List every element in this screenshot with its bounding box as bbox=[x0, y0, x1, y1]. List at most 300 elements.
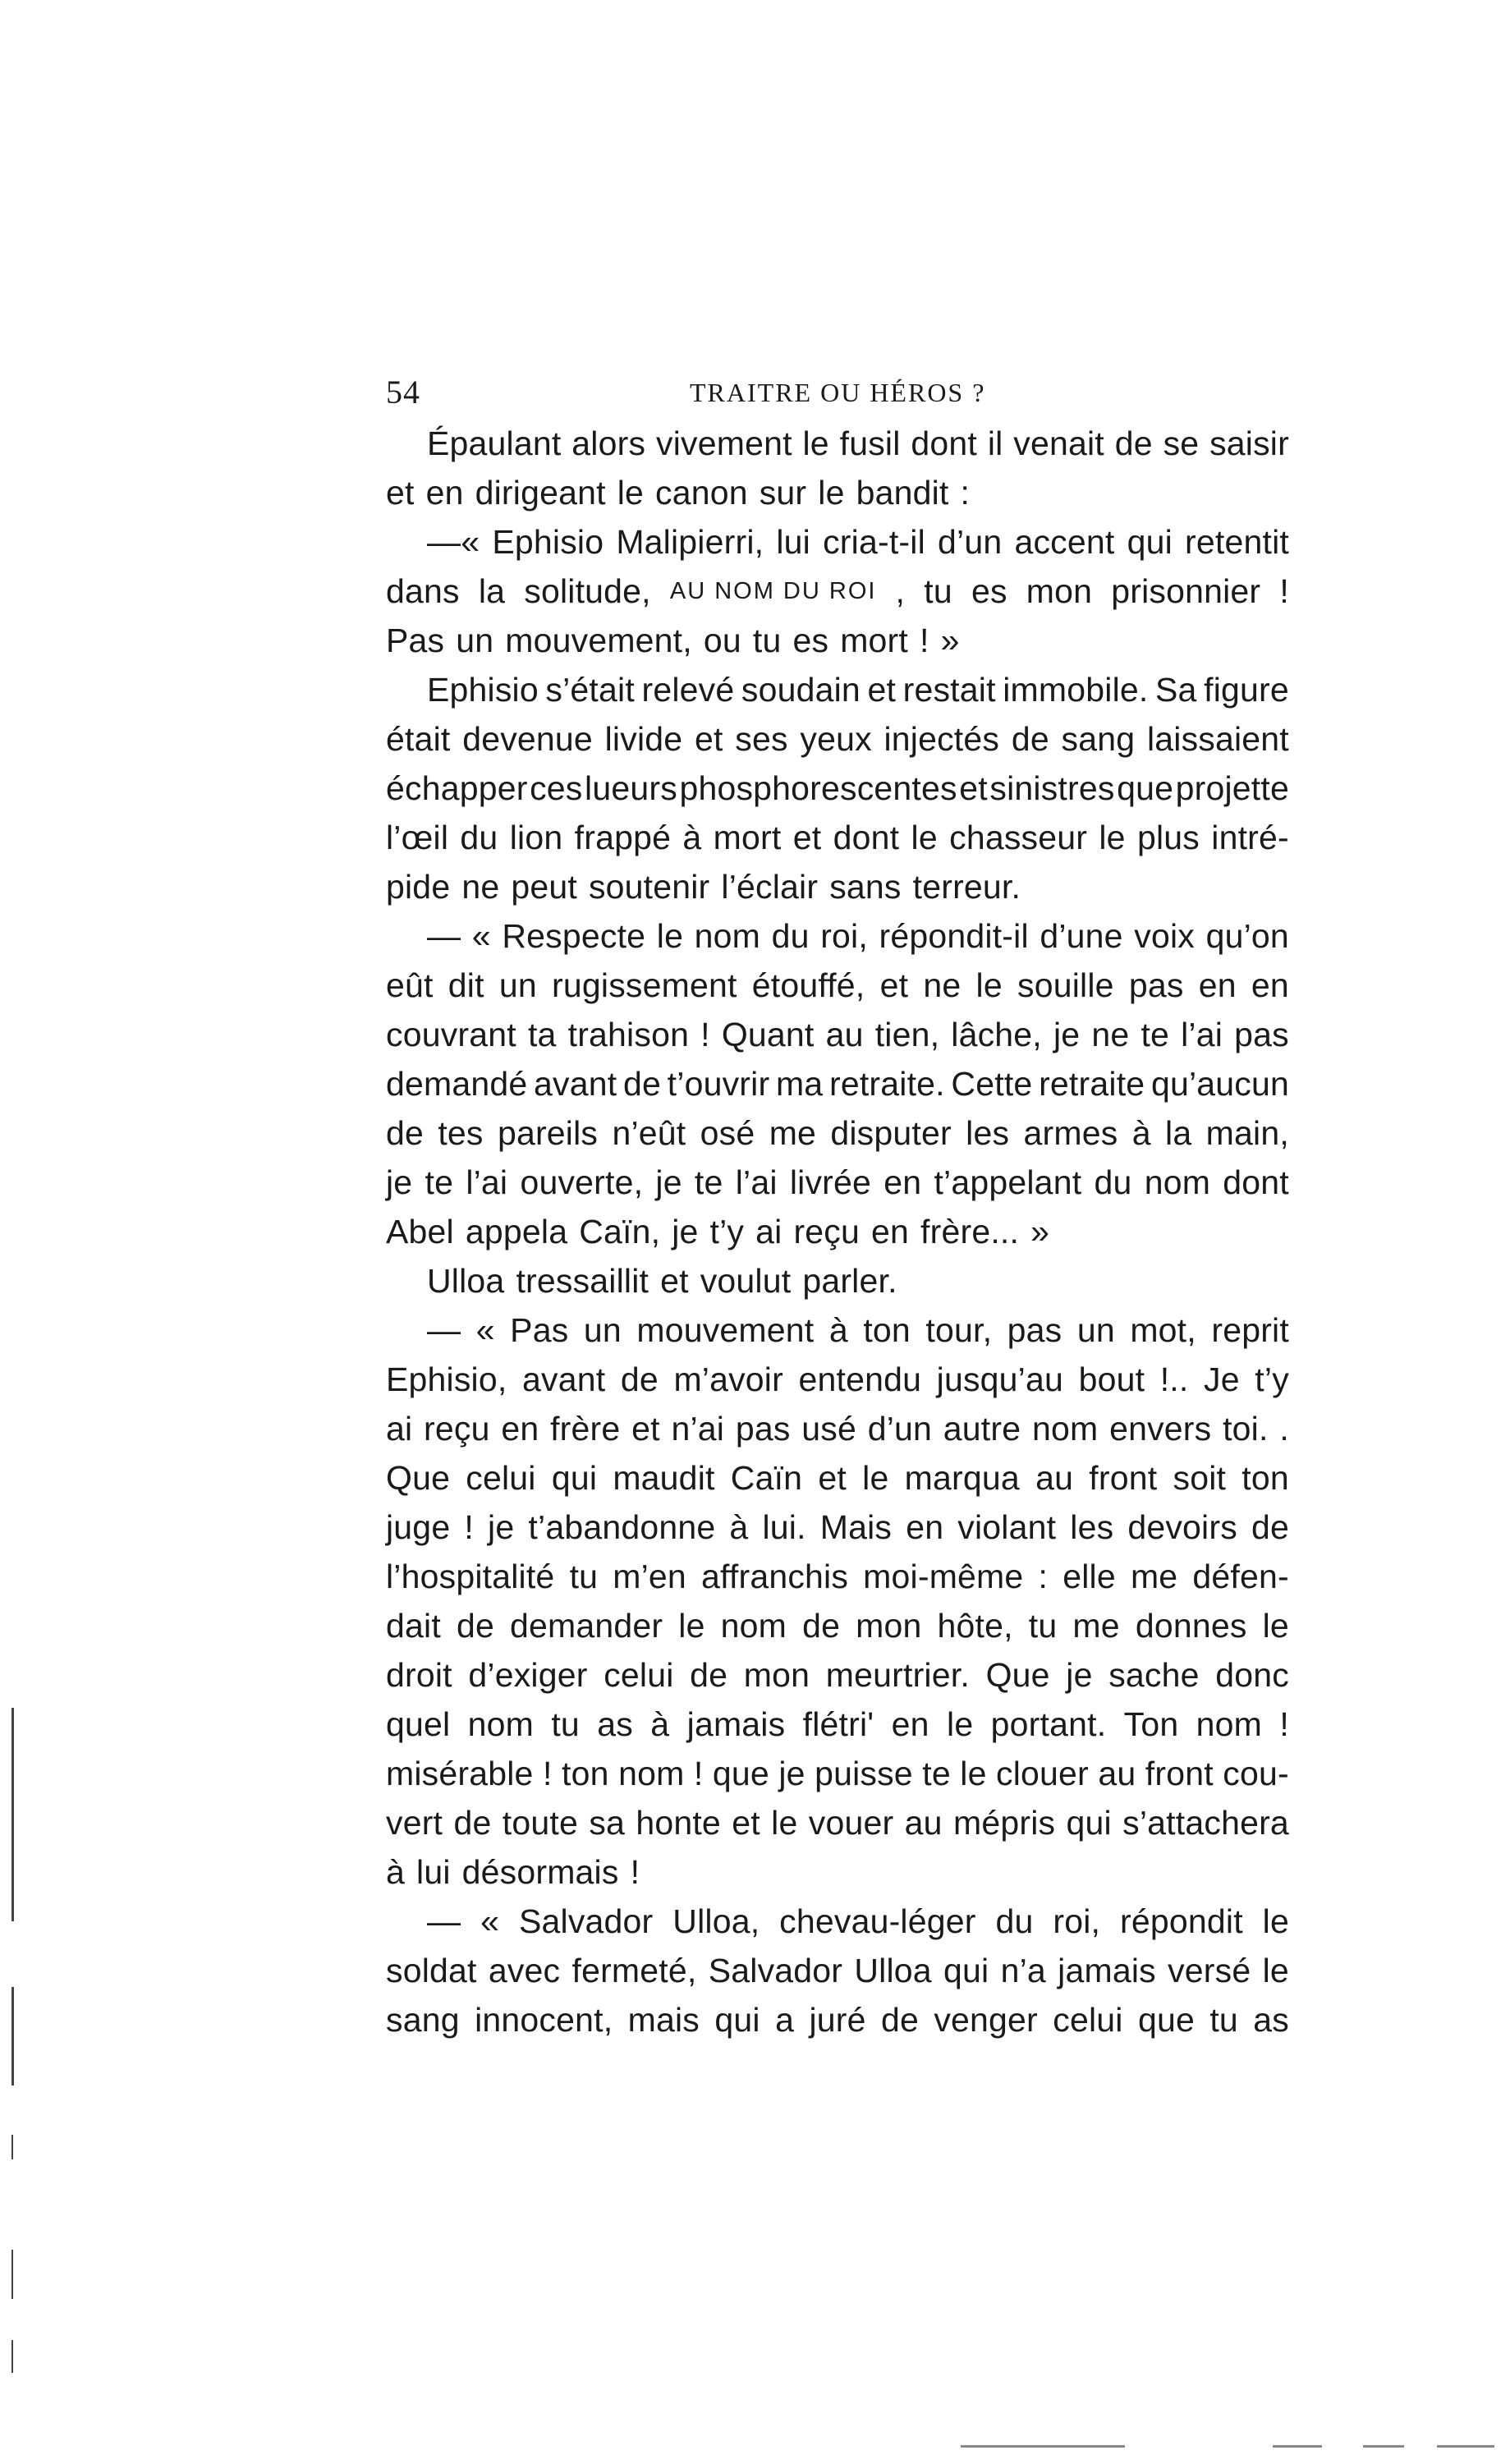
word: — bbox=[427, 1311, 461, 1349]
word: nom bbox=[467, 1705, 535, 1743]
word: Ephisio bbox=[492, 523, 604, 561]
word: maudit bbox=[613, 1459, 715, 1497]
word: mon bbox=[743, 1656, 810, 1694]
word: mort bbox=[840, 622, 908, 659]
text-line bbox=[386, 567, 1289, 616]
word: Malipierri, bbox=[616, 523, 764, 561]
word: en bbox=[871, 1213, 910, 1250]
word: d’une bbox=[1040, 917, 1123, 955]
word: pas bbox=[1234, 1016, 1289, 1053]
word: en bbox=[1251, 966, 1289, 1004]
word: » bbox=[940, 622, 960, 659]
word: ne bbox=[461, 868, 500, 906]
word: le bbox=[975, 966, 1003, 1004]
word: un bbox=[456, 622, 494, 659]
word: et bbox=[792, 819, 822, 856]
word: droit bbox=[386, 1656, 452, 1694]
word: m’avoir bbox=[673, 1360, 783, 1398]
word: ses bbox=[735, 720, 788, 758]
word: roi, bbox=[1053, 1902, 1101, 1940]
word: meurtrier. bbox=[825, 1656, 970, 1694]
text-line bbox=[386, 1897, 1289, 1946]
word: sang bbox=[386, 2001, 460, 2039]
word: Salvador bbox=[518, 1902, 654, 1940]
word: au bbox=[1098, 1755, 1136, 1792]
small-caps-text: AU NOM DU ROI bbox=[669, 578, 877, 604]
word: nom bbox=[1144, 1163, 1211, 1201]
text-line bbox=[386, 616, 1289, 665]
word: du bbox=[771, 917, 810, 955]
word: cria-t-il bbox=[823, 523, 925, 561]
word: bandit bbox=[856, 474, 949, 512]
word: lueurs bbox=[585, 769, 677, 807]
word: Pas bbox=[386, 622, 445, 659]
text-line bbox=[386, 517, 1289, 567]
word: le bbox=[1262, 1952, 1289, 1989]
text-line bbox=[386, 764, 1289, 813]
word: restait bbox=[902, 671, 996, 709]
word: de bbox=[802, 1607, 841, 1645]
text-line bbox=[386, 1552, 1289, 1601]
word: — bbox=[427, 1902, 461, 1940]
word: en bbox=[884, 1163, 922, 1201]
word: tour, bbox=[925, 1311, 993, 1349]
text-line bbox=[386, 862, 1289, 911]
word: et bbox=[879, 966, 909, 1004]
word: désormais bbox=[461, 1853, 619, 1891]
word: te bbox=[694, 1163, 723, 1201]
word: Que bbox=[386, 1459, 451, 1497]
word: Respecte bbox=[502, 917, 646, 955]
word: n’a bbox=[1000, 1952, 1046, 1989]
word: demander bbox=[510, 1607, 663, 1645]
word: je bbox=[1066, 1656, 1093, 1694]
word: qu’aucun bbox=[1150, 1065, 1289, 1103]
word: de bbox=[620, 1360, 659, 1398]
word: t’y bbox=[1255, 1360, 1289, 1398]
word: ! bbox=[630, 1853, 640, 1891]
text-line bbox=[386, 1847, 1289, 1897]
scan-mark bbox=[1273, 2445, 1322, 2448]
word: es bbox=[792, 622, 829, 659]
word: étouffé, bbox=[751, 966, 865, 1004]
word: clouer bbox=[996, 1755, 1089, 1792]
word: au bbox=[825, 1016, 864, 1053]
word: mépris bbox=[952, 1804, 1056, 1842]
word: je bbox=[386, 1163, 413, 1201]
word: de bbox=[1114, 424, 1153, 462]
word: reçu bbox=[793, 1213, 860, 1250]
word: tressaillit bbox=[516, 1262, 649, 1300]
text-line bbox=[386, 1207, 1289, 1256]
word: marqua bbox=[904, 1459, 1020, 1497]
text-line bbox=[386, 1108, 1289, 1158]
word: te bbox=[922, 1755, 951, 1792]
word: du bbox=[460, 819, 498, 856]
word: envers bbox=[1109, 1410, 1212, 1448]
word: de bbox=[386, 1114, 425, 1152]
running-head bbox=[386, 368, 1289, 417]
word: tu bbox=[551, 1705, 580, 1743]
scan-mark bbox=[11, 1987, 14, 2085]
word: vivement bbox=[656, 424, 792, 462]
word: hôte, bbox=[937, 1607, 1013, 1645]
word: le bbox=[862, 1459, 889, 1497]
word: et bbox=[818, 1459, 847, 1497]
word: appela bbox=[465, 1213, 568, 1250]
word: ma bbox=[775, 1065, 824, 1103]
word: Cette bbox=[951, 1065, 1033, 1103]
word: rugissement bbox=[552, 966, 737, 1004]
word: et bbox=[867, 671, 897, 709]
word: de bbox=[456, 1607, 494, 1645]
word: me bbox=[1072, 1607, 1120, 1645]
word: ta bbox=[527, 1016, 557, 1053]
word: souille bbox=[1017, 966, 1114, 1004]
word: de bbox=[690, 1656, 728, 1694]
word: répondit bbox=[1120, 1902, 1243, 1940]
word: innocent, bbox=[475, 2001, 613, 2039]
word: es bbox=[971, 572, 1007, 610]
word: nom bbox=[1031, 1410, 1099, 1448]
word: l’hospitalité bbox=[386, 1558, 555, 1595]
word: jamais bbox=[1058, 1952, 1156, 1989]
word: m’en bbox=[613, 1558, 686, 1595]
word: mon bbox=[1026, 572, 1093, 610]
word: flétri' bbox=[802, 1705, 874, 1743]
word: et bbox=[959, 769, 988, 807]
word: le bbox=[947, 1705, 974, 1743]
word: mouvement, bbox=[505, 622, 692, 659]
word: ! bbox=[1279, 1705, 1289, 1743]
word: roi, bbox=[820, 917, 868, 955]
word: te bbox=[425, 1163, 454, 1201]
word: portant. bbox=[990, 1705, 1107, 1743]
word: front bbox=[1145, 1755, 1214, 1792]
scan-mark bbox=[961, 2445, 1125, 2448]
word: celui bbox=[1053, 2001, 1123, 2039]
scan-mark bbox=[1363, 2445, 1404, 2448]
word: jamais bbox=[686, 1705, 786, 1743]
word: un bbox=[498, 966, 537, 1004]
word: devenue bbox=[462, 720, 593, 758]
word: en bbox=[501, 1410, 539, 1448]
word: soutenir bbox=[588, 868, 710, 906]
word: le bbox=[1262, 1902, 1289, 1940]
word: peut bbox=[511, 868, 577, 906]
word: voulut bbox=[700, 1262, 792, 1300]
word: solitude, bbox=[524, 572, 651, 610]
word: de bbox=[1011, 720, 1049, 758]
word: « bbox=[480, 1902, 500, 1940]
word: mort bbox=[713, 819, 782, 856]
word: fusil bbox=[839, 424, 901, 462]
word: mais bbox=[627, 2001, 700, 2039]
word: la bbox=[478, 572, 506, 610]
word: relevé bbox=[641, 671, 735, 709]
word: Épaulant bbox=[427, 424, 562, 462]
word: donc bbox=[1215, 1656, 1289, 1694]
word: nom bbox=[618, 1755, 685, 1792]
word: pide bbox=[386, 868, 451, 906]
word: saisir bbox=[1209, 424, 1289, 462]
scan-mark bbox=[11, 2340, 13, 2373]
word: intré- bbox=[1211, 819, 1289, 856]
word: affranchis bbox=[701, 1558, 849, 1595]
text-line bbox=[386, 1256, 1289, 1305]
word: —« bbox=[427, 523, 480, 561]
word: Ulloa, bbox=[672, 1902, 760, 1940]
word: front bbox=[1089, 1459, 1158, 1497]
word: que bbox=[1117, 769, 1174, 807]
word: mot, bbox=[1130, 1311, 1196, 1349]
word: venait bbox=[1013, 424, 1104, 462]
word: se bbox=[1163, 424, 1200, 462]
word: laissaient bbox=[1146, 720, 1289, 758]
word: ton bbox=[1242, 1459, 1289, 1497]
text-line bbox=[386, 1059, 1289, 1108]
word: dans bbox=[386, 572, 460, 610]
word: — bbox=[427, 917, 461, 955]
word: t’y bbox=[709, 1213, 745, 1250]
word: projette bbox=[1175, 769, 1289, 807]
word: je bbox=[778, 1755, 805, 1792]
word: était bbox=[386, 720, 451, 758]
word: terreur. bbox=[912, 868, 1021, 906]
scan-mark bbox=[11, 2135, 13, 2159]
word: soldat bbox=[386, 1952, 477, 1989]
word: sache bbox=[1108, 1656, 1200, 1694]
word: canon bbox=[655, 474, 748, 512]
word: yeux bbox=[800, 720, 872, 758]
word: un bbox=[583, 1311, 622, 1349]
word: Ulloa bbox=[427, 1262, 505, 1300]
word: ne bbox=[923, 966, 962, 1004]
word: l’ai bbox=[466, 1163, 508, 1201]
word: et bbox=[660, 1262, 689, 1300]
word: puisse bbox=[815, 1755, 913, 1792]
word: tu bbox=[1209, 2001, 1238, 2039]
word: dont bbox=[1223, 1163, 1289, 1201]
word: Ton bbox=[1123, 1705, 1179, 1743]
text-line bbox=[386, 1404, 1289, 1453]
word: reçu bbox=[424, 1410, 490, 1448]
word: . bbox=[1279, 1410, 1289, 1448]
page-number: 54 bbox=[386, 374, 420, 411]
text-line bbox=[386, 911, 1289, 961]
word: pas bbox=[1007, 1311, 1063, 1349]
word: de bbox=[453, 1804, 492, 1842]
text-line bbox=[386, 1453, 1289, 1503]
word: que bbox=[1137, 2001, 1195, 2039]
word: sang bbox=[1061, 720, 1136, 758]
word: à bbox=[650, 1705, 670, 1743]
word: tien, bbox=[874, 1016, 940, 1053]
word: fermeté, bbox=[571, 1952, 697, 1989]
word: pareils bbox=[497, 1114, 599, 1152]
word: Ulloa bbox=[854, 1952, 932, 1989]
text-line bbox=[386, 419, 1289, 468]
word: alors bbox=[571, 424, 646, 462]
word: répondit-il bbox=[879, 917, 1029, 955]
word: donnes bbox=[1135, 1607, 1247, 1645]
word: Caïn, bbox=[579, 1213, 661, 1250]
word: en bbox=[906, 1508, 944, 1546]
word: et bbox=[694, 720, 723, 758]
word: nom bbox=[1196, 1705, 1263, 1743]
text-line bbox=[386, 468, 1289, 517]
word: juge bbox=[386, 1508, 451, 1546]
word: pas bbox=[735, 1410, 791, 1448]
word: qui bbox=[1127, 523, 1173, 561]
word: et bbox=[732, 1804, 760, 1842]
word: Caïn bbox=[730, 1459, 803, 1497]
text-line bbox=[386, 1946, 1289, 1995]
word: ! bbox=[693, 1755, 704, 1792]
word: en bbox=[1198, 966, 1237, 1004]
scan-mark bbox=[11, 2250, 13, 2299]
word: ! bbox=[1279, 572, 1289, 610]
word: nom bbox=[720, 1607, 787, 1645]
word: te bbox=[1141, 1016, 1170, 1053]
word: bout bbox=[1078, 1360, 1145, 1398]
word: ou bbox=[703, 622, 741, 659]
word: dit bbox=[447, 966, 484, 1004]
text-line bbox=[386, 665, 1289, 714]
word: du bbox=[1094, 1163, 1132, 1201]
word: au bbox=[904, 1804, 943, 1842]
word: qu’on bbox=[1205, 917, 1289, 955]
word: demandé bbox=[386, 1065, 528, 1103]
word: le bbox=[911, 819, 938, 856]
word: Mais bbox=[819, 1508, 893, 1546]
word: un bbox=[1076, 1311, 1115, 1349]
word: prisonnier bbox=[1111, 572, 1261, 610]
word: moi-même bbox=[863, 1558, 1024, 1595]
word: plus bbox=[1136, 819, 1200, 856]
word: vouer bbox=[808, 1804, 894, 1842]
word: d’exiger bbox=[468, 1656, 588, 1694]
word: et bbox=[631, 1410, 660, 1448]
word: autre bbox=[943, 1410, 1021, 1448]
word: jusqu’au bbox=[936, 1360, 1064, 1398]
word: mouvement bbox=[636, 1311, 815, 1349]
word: de bbox=[880, 2001, 919, 2039]
word: accent bbox=[1014, 523, 1115, 561]
word: t’appelant bbox=[934, 1163, 1082, 1201]
word: » bbox=[1030, 1213, 1050, 1250]
word: le bbox=[771, 1804, 798, 1842]
text-line bbox=[386, 1798, 1289, 1847]
word: sans bbox=[829, 868, 902, 906]
word: la bbox=[1165, 1114, 1192, 1152]
word: « bbox=[475, 1311, 495, 1349]
scan-mark bbox=[1437, 2445, 1494, 2448]
word: livrée bbox=[789, 1163, 872, 1201]
word: cou- bbox=[1223, 1755, 1289, 1792]
word: tu bbox=[924, 572, 952, 610]
word: qui bbox=[551, 1459, 598, 1497]
word: frère bbox=[550, 1410, 621, 1448]
word: frappé bbox=[574, 819, 672, 856]
word: soit bbox=[1173, 1459, 1227, 1497]
word: dait bbox=[386, 1607, 441, 1645]
word: à bbox=[682, 819, 702, 856]
word: pas bbox=[1128, 966, 1184, 1004]
word: ton bbox=[562, 1755, 609, 1792]
word: t’abandonne bbox=[528, 1508, 716, 1546]
word: chevau-léger bbox=[779, 1902, 976, 1940]
word: ne bbox=[1091, 1016, 1130, 1053]
word: retraite. bbox=[828, 1065, 945, 1103]
text-line bbox=[386, 714, 1289, 764]
word: Ephisio bbox=[427, 671, 539, 709]
word: parler. bbox=[802, 1262, 897, 1300]
word: , bbox=[895, 572, 906, 610]
word: frère... bbox=[920, 1213, 1020, 1250]
word: reprit bbox=[1211, 1311, 1289, 1349]
word: nom bbox=[694, 917, 761, 955]
word: et bbox=[386, 474, 415, 512]
word: tu bbox=[752, 622, 782, 659]
word: misérable bbox=[386, 1755, 534, 1792]
word: il bbox=[987, 424, 1003, 462]
word: armes bbox=[1023, 1114, 1118, 1152]
word: sinistres bbox=[989, 769, 1115, 807]
word: vert bbox=[386, 1804, 443, 1842]
text-line bbox=[386, 813, 1289, 862]
word: disputer bbox=[830, 1114, 952, 1152]
word: l’éclair bbox=[721, 868, 819, 906]
word: honte bbox=[636, 1804, 721, 1842]
word: en bbox=[425, 474, 464, 512]
word: le bbox=[960, 1755, 987, 1792]
word: : bbox=[1038, 1558, 1049, 1595]
word: ! bbox=[464, 1508, 474, 1546]
word: d’un bbox=[938, 523, 1003, 561]
word: au bbox=[1035, 1459, 1074, 1497]
word: à bbox=[828, 1311, 848, 1349]
word: mon bbox=[856, 1607, 922, 1645]
text-line bbox=[386, 1355, 1289, 1404]
word: ! bbox=[920, 622, 929, 659]
word: Pas bbox=[510, 1311, 569, 1349]
word: versé bbox=[1168, 1952, 1251, 1989]
word: juré bbox=[809, 2001, 866, 2039]
word: toi. bbox=[1223, 1410, 1269, 1448]
word: Ephisio, bbox=[386, 1360, 507, 1398]
word: en bbox=[891, 1705, 929, 1743]
word: livide bbox=[604, 720, 683, 758]
word: à bbox=[386, 1853, 406, 1891]
word: ai bbox=[755, 1213, 783, 1250]
word: dont bbox=[911, 424, 977, 462]
word: sur bbox=[759, 474, 807, 512]
word: n’ai bbox=[671, 1410, 725, 1448]
word: les bbox=[1070, 1508, 1114, 1546]
word: quel bbox=[386, 1705, 451, 1743]
running-head-title: TRAITRE OU HÉROS ? bbox=[690, 378, 986, 407]
word: celui bbox=[466, 1459, 536, 1497]
word: violant bbox=[957, 1508, 1057, 1546]
word: de bbox=[1251, 1508, 1289, 1546]
word: n’eût bbox=[612, 1114, 686, 1152]
word: le bbox=[802, 424, 829, 462]
word: elle bbox=[1063, 1558, 1116, 1595]
word: : bbox=[960, 474, 971, 512]
word: à bbox=[1131, 1114, 1151, 1152]
word: sa bbox=[589, 1804, 626, 1842]
